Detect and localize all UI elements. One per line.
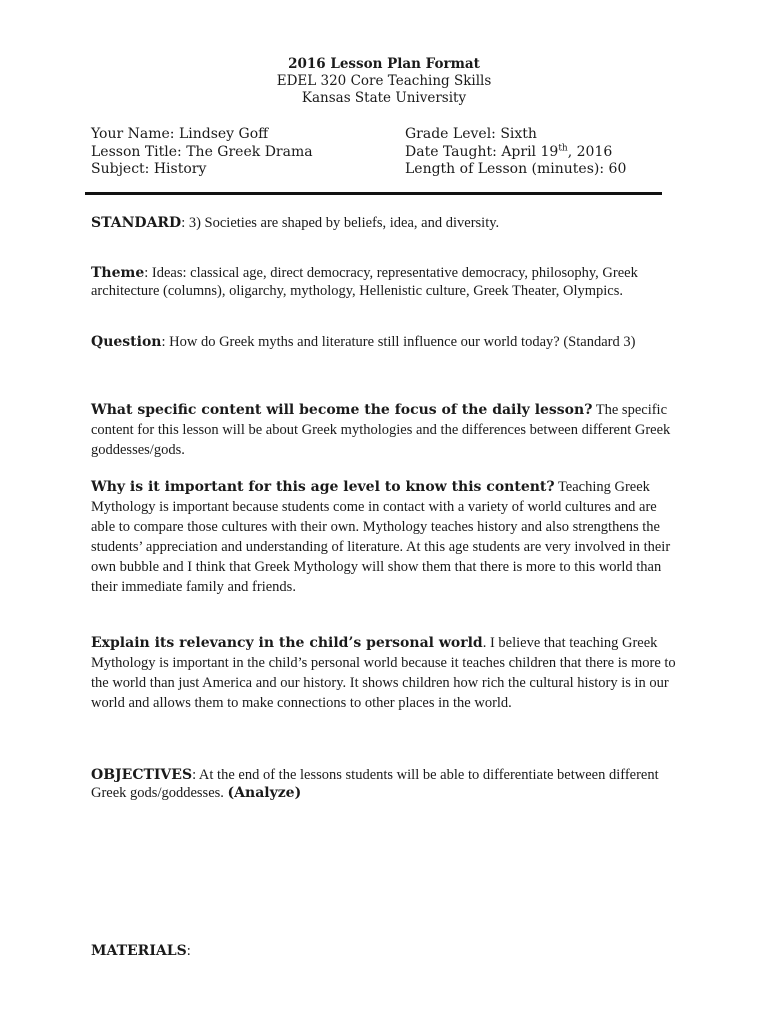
grade-level: Grade Level: Sixth (405, 126, 537, 142)
standard-section (91, 213, 681, 233)
date-taught (405, 144, 626, 162)
date-prefix: Date Taught: April 19 (405, 143, 559, 160)
course-name: EDEL 320 Core Teaching Skills (276, 73, 492, 89)
document-title: 2016 Lesson Plan Format (288, 56, 480, 72)
materials-section (91, 941, 681, 961)
objectives-level: (Analyze) (227, 785, 302, 801)
materials-label: MATERIALS (91, 943, 187, 959)
content-focus-label: What specific content will become the focus of the daily lesson? (91, 402, 593, 418)
objectives-text: : At the end of the lessons students will be able to differentiate between different Greek gods/goddesses. (91, 767, 659, 801)
objectives-section (91, 766, 681, 802)
importance-label: Why is it important for this age level to know this content? (91, 479, 555, 495)
teacher-name: Your Name: Lindsey Goff (91, 126, 269, 142)
info-right-column (405, 126, 626, 179)
content-focus-section (91, 400, 681, 460)
info-left-column (91, 126, 313, 179)
relevancy-label: Explain its relevancy in the child’s personal world (91, 635, 483, 651)
question-text: : How do Greek myths and literature still influence our world today? (Standard 3) (161, 334, 636, 350)
importance-section (91, 477, 681, 597)
standard-label: STANDARD (91, 215, 182, 231)
university-name: Kansas State University (301, 90, 467, 106)
date-superscript: th (558, 142, 568, 153)
objectives-label: OBJECTIVES (91, 767, 193, 783)
lesson-title: Lesson Title: The Greek Drama (91, 143, 313, 160)
question-label: Question (91, 334, 162, 350)
relevancy-section (91, 633, 681, 713)
materials-text: : (186, 943, 191, 959)
document-header (0, 55, 768, 107)
question-section (91, 333, 681, 351)
relevancy-text: . I believe that teaching Greek Mythology is important in the child’s personal world because it teaches children that there is more to the world than just America and our history. It shows children how rich the cultural history is in our world and allows them to make connections to other places in the world. (91, 635, 676, 711)
standard-text: : 3) Societies are shaped by beliefs, idea, and diversity. (181, 215, 500, 231)
header-divider (85, 192, 662, 195)
theme-text: : Ideas: classical age, direct democracy, representative democracy, philosophy, Greek architecture (columns), oligarchy, mythology, Hellenistic culture, Greek Theater, Olympics. (91, 265, 638, 299)
date-suffix: , 2016 (567, 143, 613, 160)
lesson-length: Length of Lesson (minutes): 60 (405, 161, 627, 177)
content-focus-text: The specific content for this lesson will be about Greek mythologies and the differences between different Greek goddesses/gods. (91, 402, 671, 458)
theme-section (91, 264, 681, 300)
importance-text: Teaching Greek Mythology is important because students come in contact with a variety of world cultures and are able to compare those cultures with their own. Mythology teaches history and also strengthens the students’ appreciation and understanding of literature. At this age students are very involved in their own bubble and I think that Greek Mythology will show them that there is more to this world than their immediate family and friends. (91, 479, 671, 595)
theme-label: Theme (91, 265, 145, 281)
subject: Subject: History (91, 161, 207, 177)
